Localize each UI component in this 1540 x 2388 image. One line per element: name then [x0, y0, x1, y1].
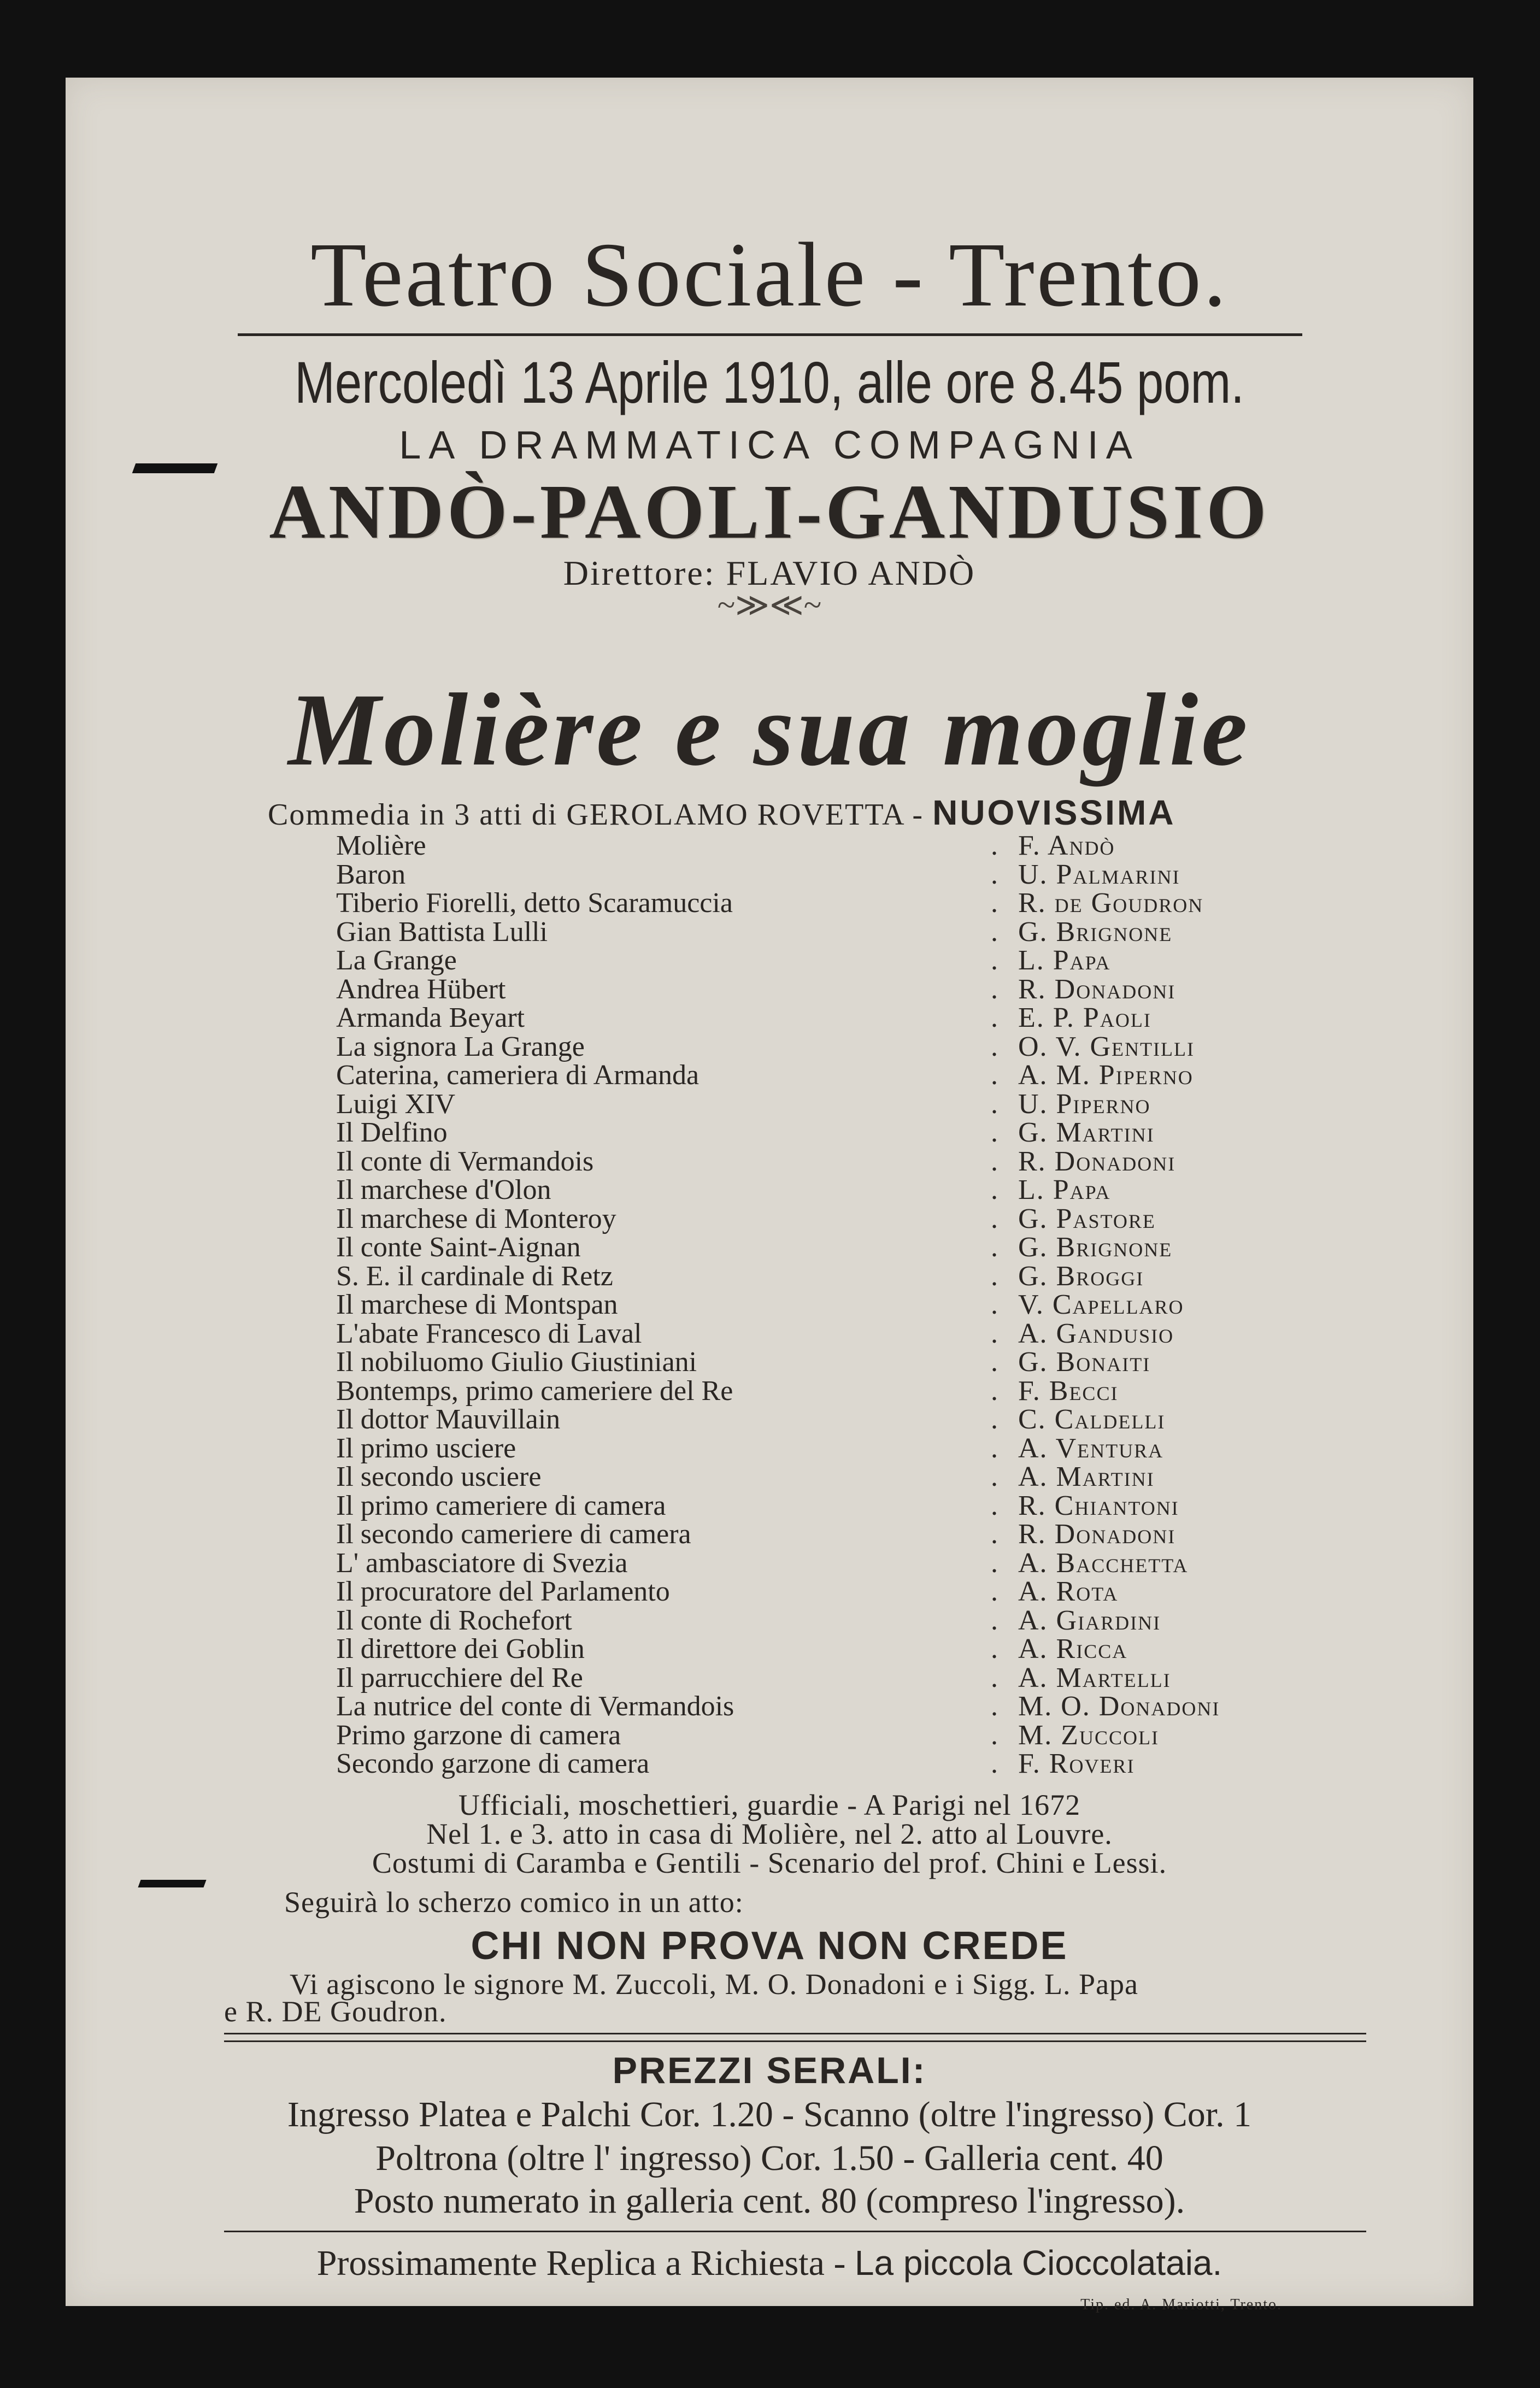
- leader-dot: .: [991, 1289, 998, 1320]
- playbill-sheet: [66, 78, 1473, 2313]
- cast-actor: M. O. Donadoni: [1018, 1691, 1220, 1722]
- cast-actor: F. Becci: [1018, 1375, 1119, 1407]
- cast-role: Il secondo cameriere di camera: [336, 1519, 691, 1550]
- leader-dot: .: [991, 1002, 998, 1033]
- company-name: ANDÒ-PAOLI-GANDUSIO: [269, 468, 1270, 555]
- cast-role: La nutrice del conte di Vermandois: [336, 1691, 734, 1722]
- leader-dot: .: [991, 1719, 998, 1751]
- cast-actor: R. Chiantoni: [1018, 1490, 1179, 1521]
- leader-dot: .: [991, 1604, 998, 1636]
- cast-role: Luigi XIV: [336, 1088, 456, 1120]
- prices-line-1: Ingresso Platea e Palchi Cor. 1.20 - Scanno (oltre l'ingresso) Cor. 1: [287, 2095, 1252, 2134]
- cast-actor: U. Piperno: [1018, 1088, 1151, 1120]
- leader-dot: .: [991, 1490, 998, 1521]
- tack-hole-lower: [138, 1880, 206, 1887]
- cast-role: Il primo usciere: [336, 1432, 516, 1464]
- printer-credit: Tip. ed. A. Mariotti, Trento.: [1080, 2296, 1282, 2313]
- farce-cast-line-1: Vi agiscono le signore M. Zuccoli, M. O. Donadoni e i Sigg. L. Papa: [290, 1968, 1139, 2001]
- cast-role: S. E. il cardinale di Retz: [336, 1260, 613, 1292]
- cast-role: Primo garzone di camera: [336, 1719, 621, 1751]
- leader-dot: .: [991, 916, 998, 948]
- double-rule-top: [224, 2033, 1366, 2034]
- cast-actor: E. P. Paoli: [1018, 1002, 1151, 1033]
- leader-dot: .: [991, 1691, 998, 1722]
- farce-cast-line-2: e R. DE Goudron.: [224, 1995, 447, 2028]
- cast-actor: R. Donadoni: [1018, 1145, 1176, 1177]
- leader-dot: .: [991, 858, 998, 890]
- prices-heading: PREZZI SERALI:: [612, 2050, 927, 2091]
- farce-intro: Seguirà lo scherzo comico in un atto:: [284, 1886, 744, 1919]
- cast-role: Il conte Saint-Aignan: [336, 1232, 581, 1263]
- cast-role: Bontemps, primo cameriere del Re: [336, 1375, 733, 1407]
- leader-dot: .: [991, 1404, 998, 1435]
- leader-dot: .: [991, 1060, 998, 1091]
- notes-line-2: Nel 1. e 3. atto in casa di Molière, nel 2. atto al Louvre.: [426, 1818, 1113, 1850]
- leader-dot: .: [991, 1547, 998, 1579]
- cast-actor: G. Brignone: [1018, 1232, 1173, 1263]
- cast-actor: F. Roveri: [1018, 1748, 1135, 1779]
- leader-dot: .: [991, 1145, 998, 1177]
- cast-actor: A. Martelli: [1018, 1662, 1171, 1693]
- replica-text: Prossimamente Replica a Richiesta -: [316, 2243, 846, 2283]
- leader-dot: .: [991, 1203, 998, 1234]
- cast-role: La signora La Grange: [336, 1031, 585, 1062]
- play-subtitle: [268, 792, 1175, 833]
- cast-role: Il secondo usciere: [336, 1461, 542, 1492]
- cast-actor: R. de Goudron: [1018, 887, 1204, 919]
- play-title: Molière e sua moglie: [288, 673, 1251, 787]
- cast-role: Il parrucchiere del Re: [336, 1662, 583, 1693]
- cast-actor: A. Bacchetta: [1018, 1547, 1189, 1579]
- tack-hole-upper: [132, 463, 218, 473]
- footer-rule: [224, 2231, 1366, 2232]
- cast-actor: R. Donadoni: [1018, 1519, 1176, 1550]
- cast-actor: G. Broggi: [1018, 1260, 1144, 1292]
- cast-role: Il conte di Rochefort: [336, 1604, 572, 1636]
- leader-dot: .: [991, 1088, 998, 1120]
- leader-dot: .: [991, 830, 998, 861]
- cast-actor: A. Martini: [1018, 1461, 1155, 1492]
- novelty-badge: NUOVISSIMA: [932, 793, 1176, 832]
- leader-dot: .: [991, 1346, 998, 1378]
- prices-line-3: Posto numerato in galleria cent. 80 (compreso l'ingresso).: [354, 2181, 1185, 2221]
- cast-actor: L. Papa: [1018, 945, 1111, 976]
- cast-actor: G. Martini: [1018, 1117, 1155, 1148]
- ornament-divider: ~≫≪~: [717, 587, 822, 623]
- cast-role: Caterina, cameriera di Armanda: [336, 1060, 700, 1091]
- cast-role: Il nobiluomo Giulio Giustiniani: [336, 1346, 697, 1378]
- next-play-title: La piccola Cioccolataia.: [854, 2243, 1222, 2283]
- notes-line-3: Costumi di Caramba e Gentili - Scenario del prof. Chini e Lessi.: [372, 1846, 1167, 1879]
- cast-role: La Grange: [336, 945, 457, 976]
- cast-role: Il direttore dei Goblin: [336, 1633, 585, 1664]
- leader-dot: .: [991, 1519, 998, 1550]
- cast-role: L'abate Francesco di Laval: [336, 1317, 642, 1349]
- cast-role: Molière: [336, 830, 426, 861]
- cast-role: Andrea Hübert: [336, 973, 506, 1005]
- play-author-line: Commedia in 3 atti di GEROLAMO ROVETTA -: [268, 798, 924, 832]
- title-rule: [238, 333, 1302, 336]
- cast-actor: A. Gandusio: [1018, 1317, 1174, 1349]
- cast-role: Il marchese d'Olon: [336, 1174, 551, 1205]
- cast-role: Gian Battista Lulli: [336, 916, 548, 948]
- cast-actor: A. Ricca: [1018, 1633, 1128, 1664]
- leader-dot: .: [991, 1432, 998, 1464]
- cast-actor: R. Donadoni: [1018, 973, 1176, 1005]
- cast-role: Il marchese di Montspan: [336, 1289, 618, 1320]
- theatre-title: Teatro Sociale - Trento.: [310, 224, 1229, 326]
- cast-actor: M. Zuccoli: [1018, 1719, 1159, 1751]
- leader-dot: .: [991, 945, 998, 976]
- cast-actor: U. Palmarini: [1018, 858, 1180, 890]
- cast-actor: C. Caldelli: [1018, 1404, 1166, 1435]
- footer-announcement: [66, 2243, 1473, 2284]
- cast-role: L' ambasciatore di Svezia: [336, 1547, 628, 1579]
- cast-actor: F. Andò: [1018, 830, 1115, 861]
- farce-title: CHI NON PROVA NON CREDE: [471, 1924, 1068, 1968]
- cast-role: Il procuratore del Parlamento: [336, 1576, 670, 1607]
- cast-role: Baron: [336, 858, 406, 890]
- notes-line-1: Ufficiali, moschettieri, guardie - A Parigi nel 1672: [458, 1789, 1081, 1821]
- leader-dot: .: [991, 1461, 998, 1492]
- leader-dot: .: [991, 1117, 998, 1148]
- director-line: Direttore: FLAVIO ANDÒ: [563, 554, 976, 592]
- leader-dot: .: [991, 973, 998, 1005]
- leader-dot: .: [991, 1576, 998, 1607]
- leader-dot: .: [991, 1174, 998, 1205]
- cast-actor: L. Papa: [1018, 1174, 1111, 1205]
- cast-role: Tiberio Fiorelli, detto Scaramuccia: [336, 887, 733, 919]
- cast-actor: V. Capellaro: [1018, 1289, 1184, 1320]
- company-intro: LA DRAMMATICA COMPAGNIA: [399, 424, 1140, 467]
- leader-dot: .: [991, 1748, 998, 1779]
- performance-date: Mercoledì 13 Aprile 1910, alle ore 8.45 pom.: [295, 349, 1244, 415]
- prices-line-2: Poltrona (oltre l' ingresso) Cor. 1.50 - Galleria cent. 40: [375, 2138, 1163, 2178]
- cast-role: Il conte di Vermandois: [336, 1145, 594, 1177]
- cast-role: Secondo garzone di camera: [336, 1748, 650, 1779]
- cast-actor: G. Brignone: [1018, 916, 1173, 948]
- leader-dot: .: [991, 1031, 998, 1062]
- cast-actor: A. Giardini: [1018, 1604, 1161, 1636]
- double-rule-bottom: [224, 2040, 1366, 2042]
- cast-actor: A. Rota: [1018, 1576, 1119, 1607]
- cast-actor: G. Pastore: [1018, 1203, 1156, 1234]
- leader-dot: .: [991, 1260, 998, 1292]
- leader-dot: .: [991, 1375, 998, 1407]
- leader-dot: .: [991, 1232, 998, 1263]
- cast-actor: G. Bonaiti: [1018, 1346, 1151, 1378]
- cast-role: Il primo cameriere di camera: [336, 1490, 666, 1521]
- leader-dot: .: [991, 887, 998, 919]
- leader-dot: .: [991, 1317, 998, 1349]
- cast-role: Il dottor Mauvillain: [336, 1404, 561, 1435]
- cast-actor: O. V. Gentilli: [1018, 1031, 1195, 1062]
- cast-role: Il Delfino: [336, 1117, 448, 1148]
- cast-role: Il marchese di Monteroy: [336, 1203, 616, 1234]
- cast-role: Armanda Beyart: [336, 1002, 525, 1033]
- leader-dot: .: [991, 1633, 998, 1664]
- cast-actor: A. Ventura: [1018, 1432, 1164, 1464]
- leader-dot: .: [991, 1662, 998, 1693]
- cast-actor: A. M. Piperno: [1018, 1060, 1194, 1091]
